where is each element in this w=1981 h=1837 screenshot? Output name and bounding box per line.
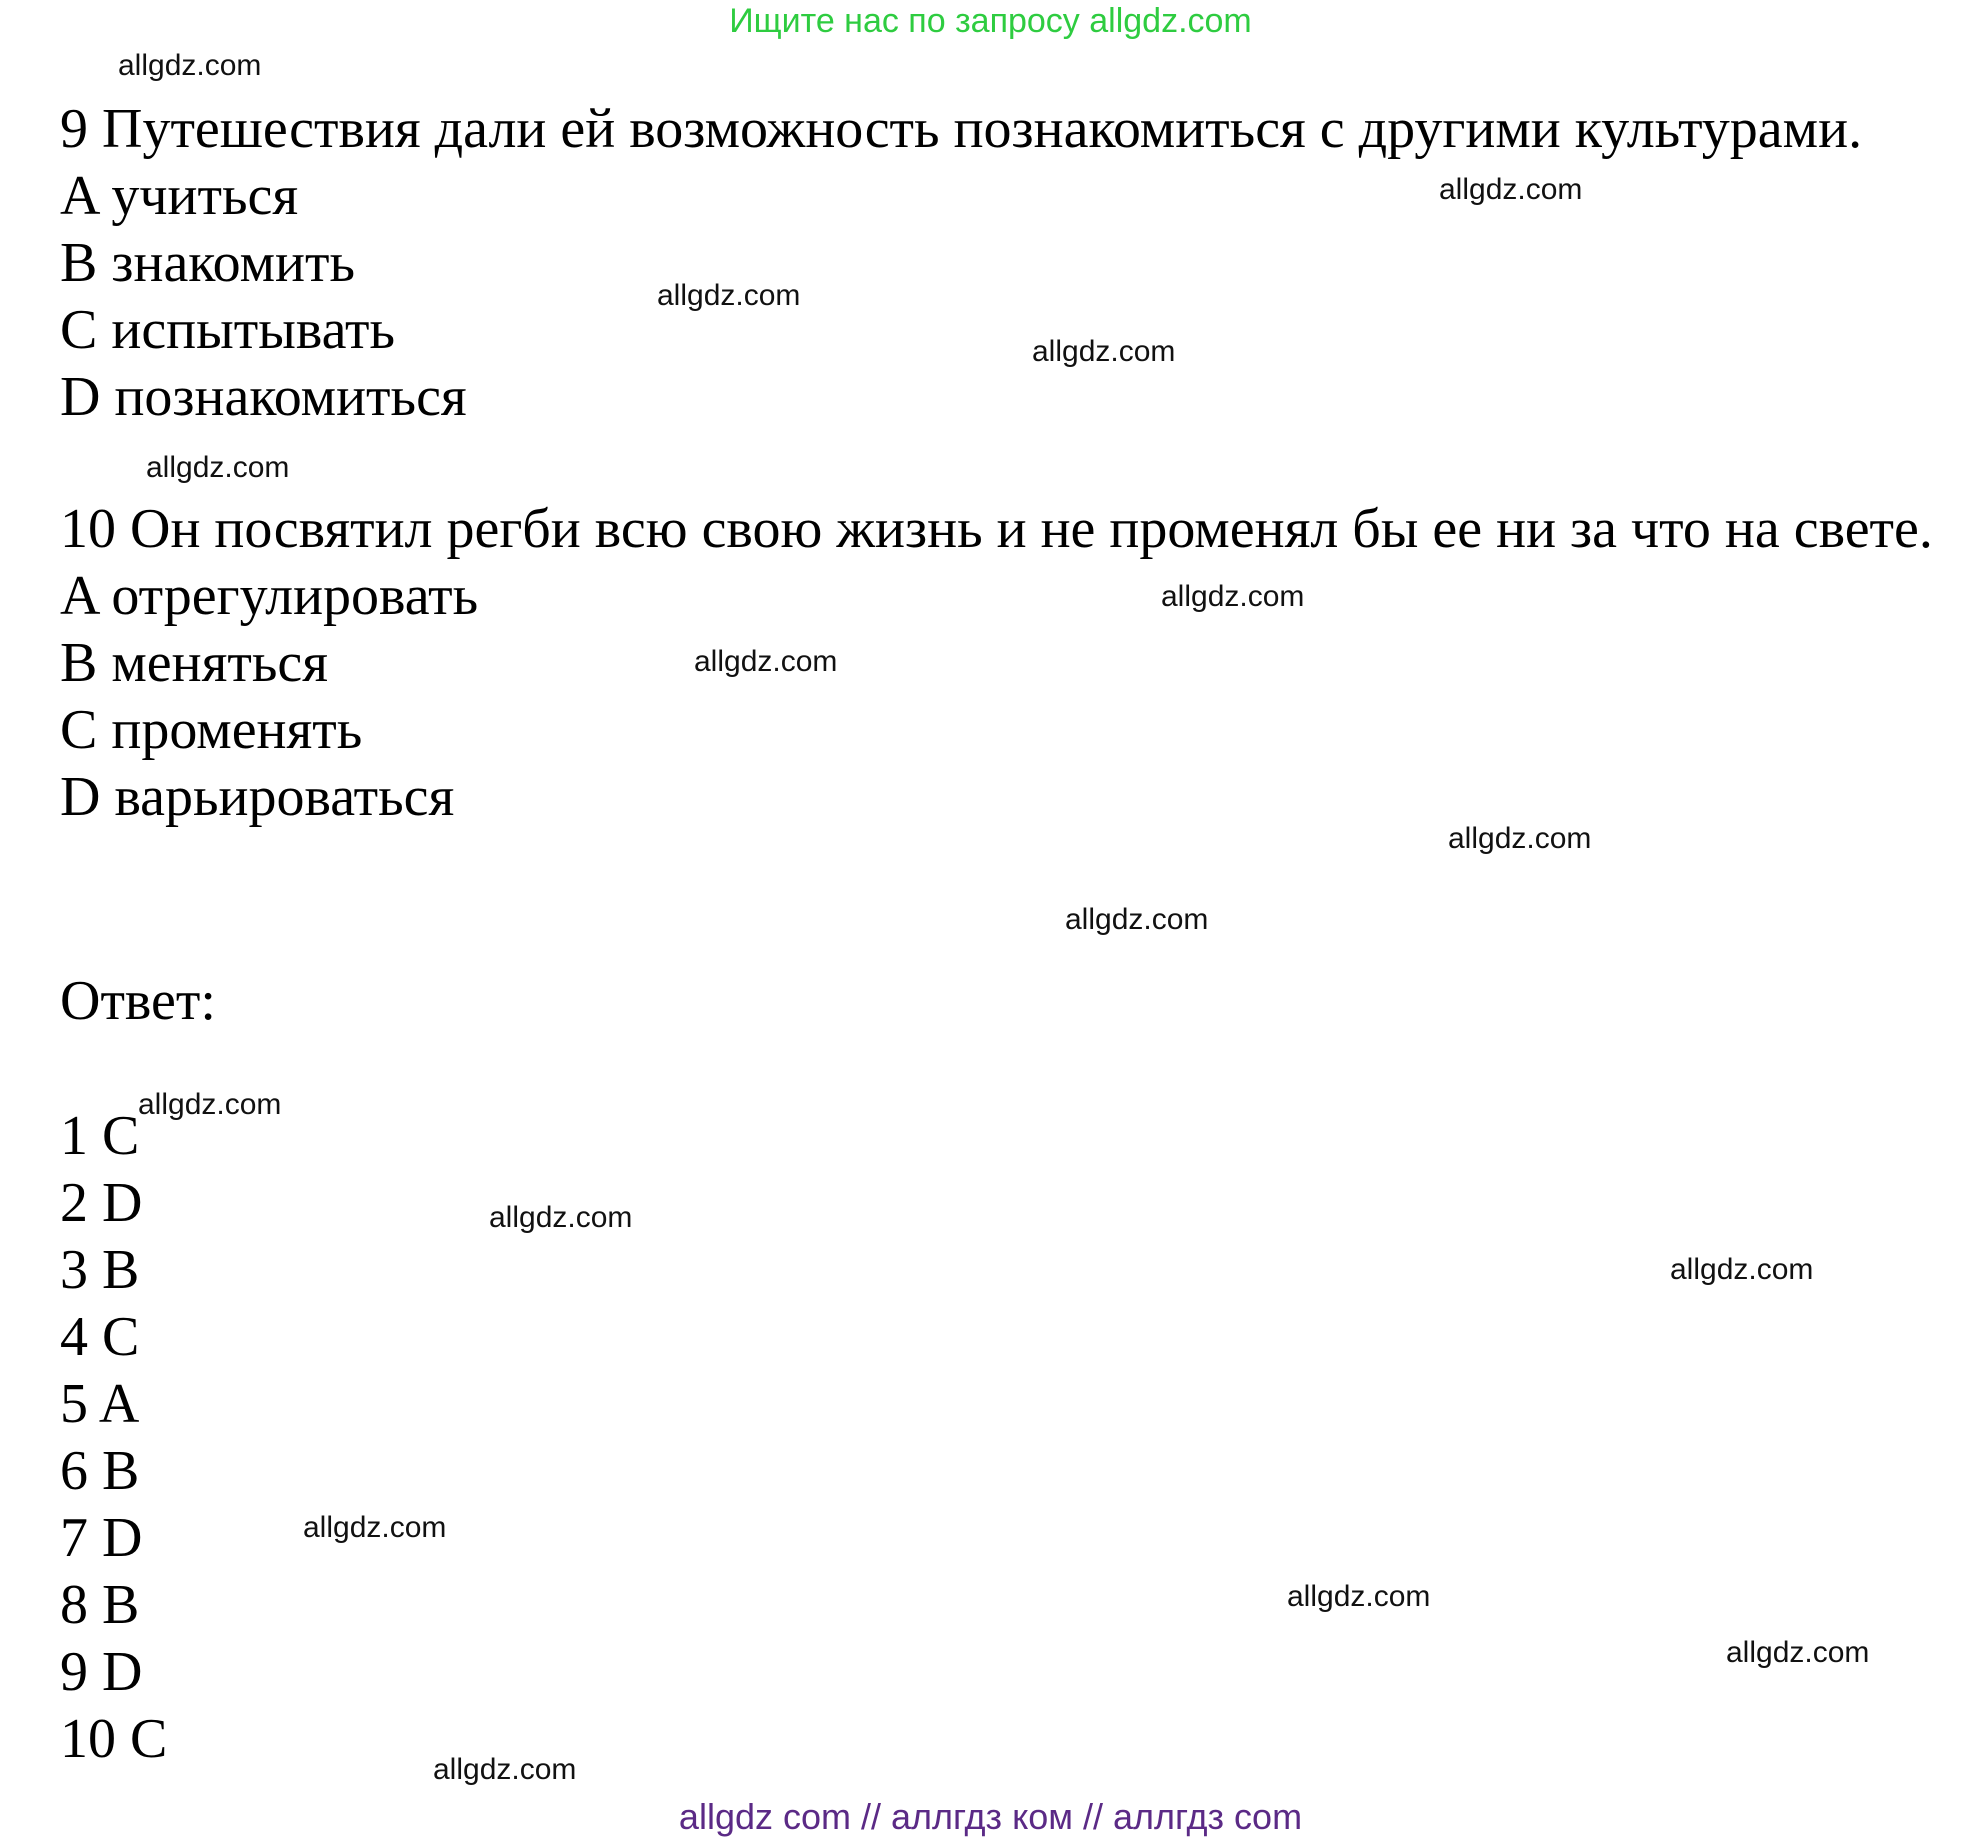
answer-item-2: 2 D xyxy=(60,1172,143,1234)
watermark: allgdz.com xyxy=(1032,335,1176,368)
question-10-text: 10 Он посвятил регби всю свою жизнь и не променял бы ее ни за что на свете. xyxy=(60,498,1933,560)
question-9-option-a: A учиться xyxy=(60,165,299,227)
answer-item-8: 8 B xyxy=(60,1574,140,1636)
answer-item-4: 4 C xyxy=(60,1306,140,1368)
watermark: allgdz.com xyxy=(1448,822,1592,855)
watermark: allgdz.com xyxy=(138,1088,282,1121)
answer-item-1: 1 C xyxy=(60,1105,140,1167)
question-10-option-b: B меняться xyxy=(60,632,328,694)
watermark: allgdz.com xyxy=(433,1753,577,1786)
answer-list xyxy=(60,1103,1950,1773)
question-10-option-d: D варьироваться xyxy=(60,766,455,828)
watermark: allgdz.com xyxy=(1161,580,1305,613)
watermark: allgdz.com xyxy=(1439,173,1583,206)
question-10-option-c: C променять xyxy=(60,699,363,761)
watermark: allgdz.com xyxy=(657,279,801,312)
watermark: allgdz.com xyxy=(146,451,290,484)
question-9-option-b: B знакомить xyxy=(60,232,356,294)
answer-item-3: 3 B xyxy=(60,1239,140,1301)
watermark: allgdz.com xyxy=(1065,903,1209,936)
bottom-banner: allgdz com // аллгдз ком // аллгдз com xyxy=(678,1796,1303,1837)
answer-item-7: 7 D xyxy=(60,1507,143,1569)
question-9-option-d: D познакомиться xyxy=(60,366,467,428)
answer-item-9: 9 D xyxy=(60,1641,143,1703)
watermark: allgdz.com xyxy=(694,645,838,678)
watermark: allgdz.com xyxy=(1287,1580,1431,1613)
answer-item-5: 5 A xyxy=(60,1373,140,1435)
answer-label: Ответ: xyxy=(60,970,216,1032)
question-10-block xyxy=(60,496,1950,831)
answer-item-6: 6 B xyxy=(60,1440,140,1502)
watermark: allgdz.com xyxy=(1670,1253,1814,1286)
watermark: allgdz.com xyxy=(118,49,262,82)
watermark: allgdz.com xyxy=(489,1201,633,1234)
question-9-text: 9 Путешествия дали ей возможность познакомиться с другими культурами. xyxy=(60,98,1863,160)
watermark: allgdz.com xyxy=(1726,1636,1870,1669)
answer-item-10: 10 C xyxy=(60,1708,168,1770)
question-9-block xyxy=(60,96,1950,431)
top-banner: Ищите нас по запросу allgdz.com xyxy=(729,2,1252,40)
question-10-option-a: A отрегулировать xyxy=(60,565,479,627)
question-9-option-c: C испытывать xyxy=(60,299,395,361)
watermark: allgdz.com xyxy=(303,1511,447,1544)
